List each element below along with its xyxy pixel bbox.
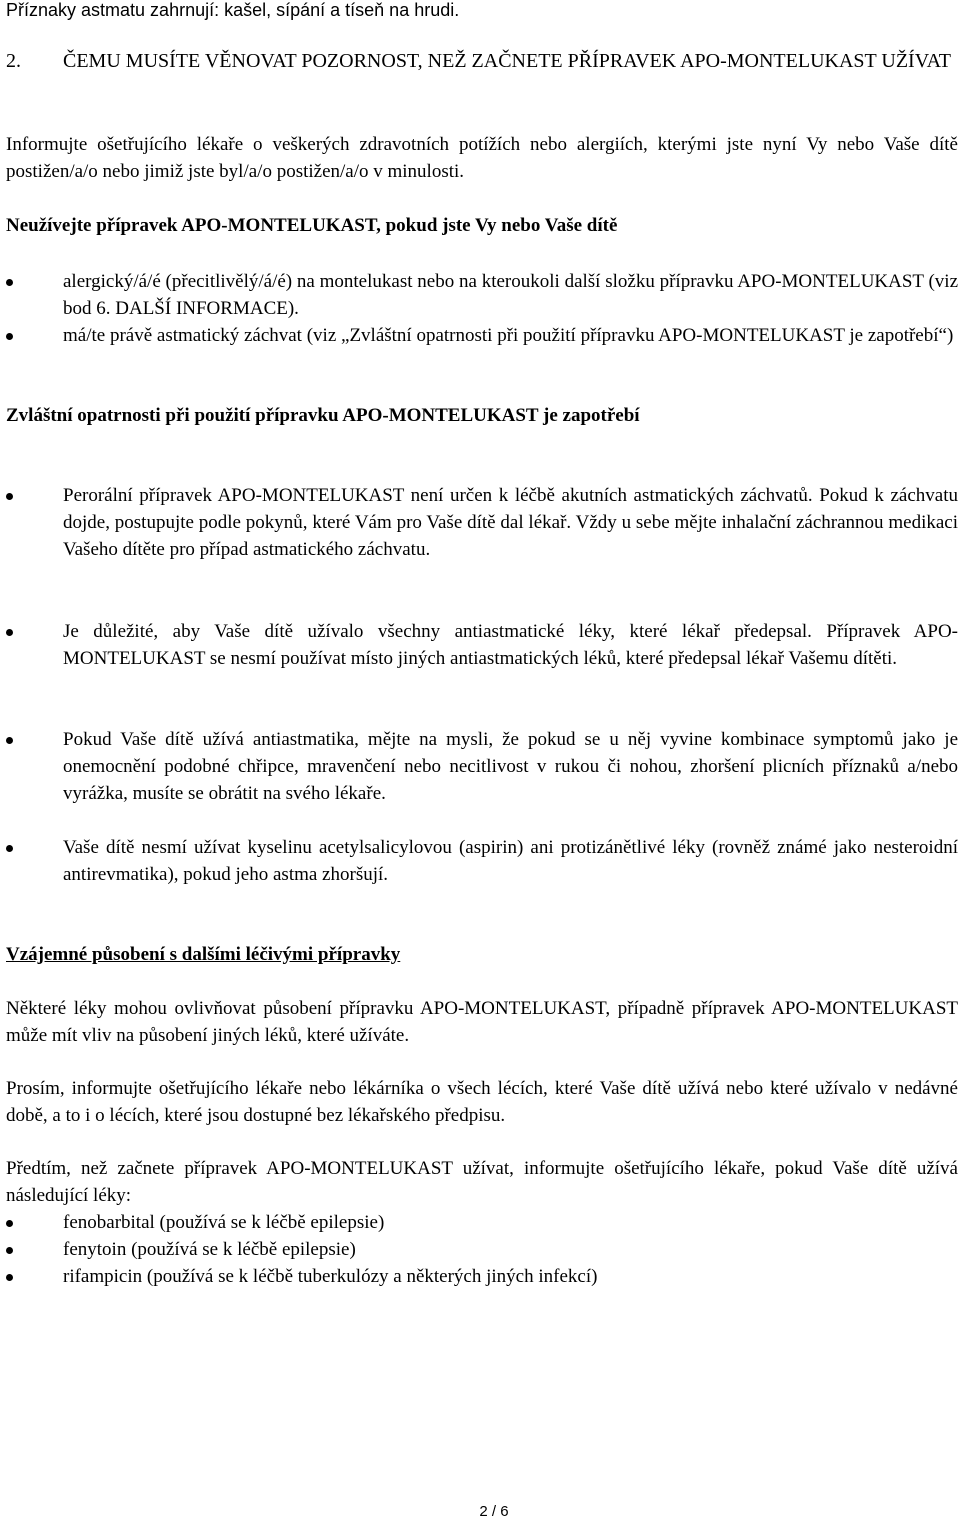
list-item [6,1236,958,1263]
list-item [6,482,958,563]
page-number: 2 / 6 [479,1503,509,1520]
section-number: 2. [6,50,21,72]
list-item-text: Vaše dítě nesmí užívat kyselinu acetylsalicylovou (aspirin) ani protizánětlivé léky (rovněž známé jako nesteroidní antirevmatika), pokud jeho astma zhoršují. [63,837,958,885]
list-item-text: alergický/á/é (přecitlivělý/á/é) na montelukast nebo na kteroukoli další složku přípravku APO-MONTELUKAST (viz bod 6. DALŠÍ INFORMACE). [63,271,958,319]
bullet-icon [6,333,13,340]
bullet-icon [6,737,13,744]
list-item [6,1209,958,1236]
bullet-icon [6,493,13,500]
list-item [6,1263,958,1290]
interactions-heading: Vzájemné působení s dalšími léčivými přípravky [6,944,401,965]
list-item [6,618,958,672]
list-item-text: fenytoin (používá se k léčbě epilepsie) [63,1239,356,1260]
section-2-heading [6,48,958,75]
bullet-icon [6,845,13,852]
bullet-icon [6,629,13,636]
bullet-icon [6,1220,13,1227]
list-item-text: Pokud Vaše dítě užívá antiastmatika, mějte na mysli, že pokud se u něj vyvine kombinace symptomů jako je onemocnění podobné chřipce, mravenčení nebo necitlivost v rukou či nohou, zhoršení plicních příznaků a/nebo vyrážka, musíte se obrátit na svého lékaře. [63,729,958,804]
interactions-paragraph-2: Prosím, informujte ošetřujícího lékaře nebo lékárníka o všech lécích, které Vaše dítě užívá nebo které užívalo v nedávné době, a to i o lécích, které jsou dostupné bez lékařského předpisu. [6,1078,958,1126]
list-item [6,726,958,807]
do-not-use-heading: Neužívejte přípravek APO-MONTELUKAST, pokud jste Vy nebo Vaše dítě [6,215,618,236]
list-item-text: má/te právě astmatický záchvat (viz „Zvláštní opatrnosti při použití přípravku APO-MONTELUKAST je zapotřebí“) [63,325,954,346]
bullet-icon [6,1274,13,1281]
inform-doctor-paragraph: Informujte ošetřujícího lékaře o veškerých zdravotních potížích nebo alergiích, kterými jste nyní Vy nebo Vaše dítě postižen/a/o nebo jimiž jste byl/a/o postižen/a/o v minulosti. [6,134,958,182]
list-item [6,322,958,349]
precautions-heading: Zvláštní opatrnosti při použití přípravku APO-MONTELUKAST je zapotřebí [6,405,640,426]
list-item-text: rifampicin (používá se k léčbě tuberkulózy a některých jiných infekcí) [63,1266,598,1287]
bullet-icon [6,1247,13,1254]
intro-line: Příznaky astmatu zahrnují: kašel, sípání a tíseň na hrudi. [6,0,460,20]
interactions-paragraph-1: Některé léky mohou ovlivňovat působení přípravku APO-MONTELUKAST, případně přípravek APO-MONTELUKAST může mít vliv na působení jiných léků, které užíváte. [6,998,958,1046]
bullet-icon [6,279,13,286]
interactions-paragraph-3: Předtím, než začnete přípravek APO-MONTELUKAST užívat, informujte ošetřujícího lékaře, pokud Vaše dítě užívá následující léky: [6,1158,958,1206]
list-item [6,834,958,888]
list-item-text: Je důležité, aby Vaše dítě užívalo všechny antiastmatické léky, které lékař předepsal. Přípravek APO-MONTELUKAST se nesmí používat místo jiných antiastmatických léků, které předepsal lékař Vašemu dítěti. [63,621,958,669]
section-title: ČEMU MUSÍTE VĚNOVAT POZORNOST, NEŽ ZAČNETE PŘÍPRAVEK APO-MONTELUKAST UŽÍVAT [63,50,952,72]
list-item-text: Perorální přípravek APO-MONTELUKAST není určen k léčbě akutních astmatických záchvatů. Pokud k záchvatu dojde, postupujte podle pokynů, které Vám pro Vaše dítě dal lékař. Vždy u sebe mějte inhalační záchrannou medikaci Vašeho dítěte pro případ astmatického záchvatu. [63,485,958,560]
list-item-text: fenobarbital (používá se k léčbě epilepsie) [63,1212,385,1233]
list-item [6,268,958,322]
